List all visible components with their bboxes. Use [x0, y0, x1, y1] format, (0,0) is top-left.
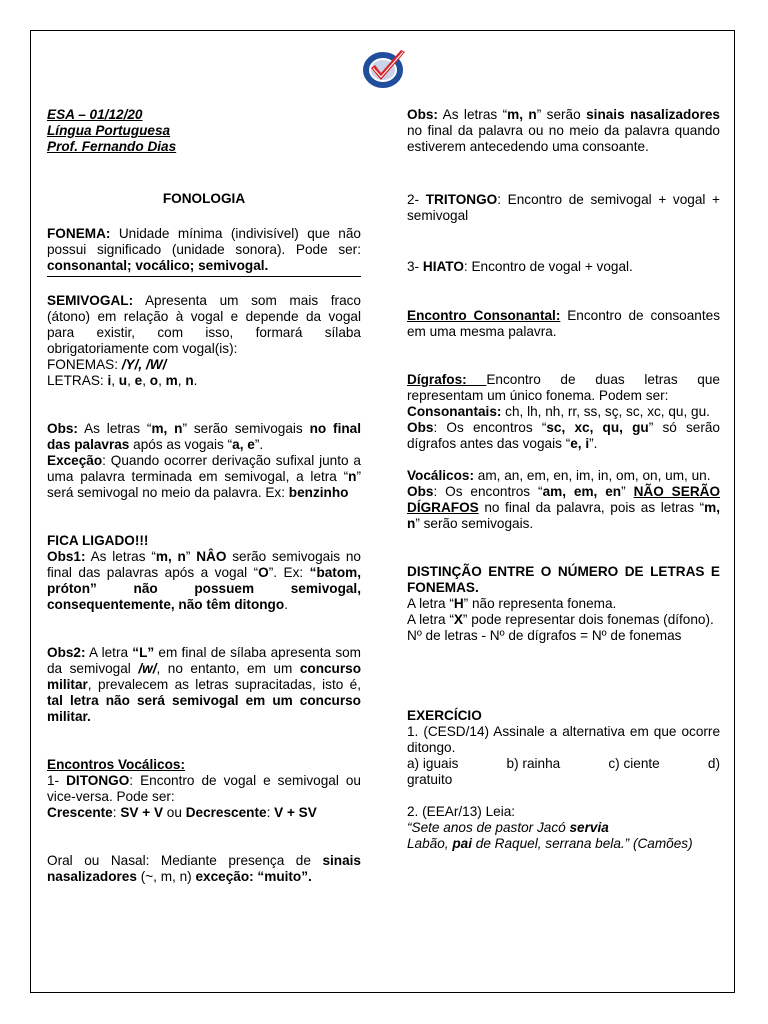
ditongo-paragraph: 1- DITONGO: Encontro de vogal e semivogal ou vice-versa. Pode ser: — [47, 773, 361, 804]
tritongo-paragraph: 2- TRITONGO: Encontro de semivogal + vogal + semivogal — [407, 192, 720, 223]
obs-nasalizadores: Obs: As letras “m, n” serão sinais nasalizadores no final da palavra ou no meio da palavra quando estiverem antecedendo uma consoante. — [407, 107, 720, 154]
distincao-x: A letra “X” pode representar dois fonemas (dífono). — [407, 612, 714, 627]
option-d-text: gratuito — [407, 772, 453, 787]
quote-line-2: Labão, pai de Raquel, serrana bela.” (Camões) — [407, 836, 693, 851]
excecao-paragraph: Exceção: Quando ocorrer derivação sufixal junto a uma palavra terminada em semivogal, a letra “n” será semivogal no meio da palavra. Ex: benzinho — [47, 453, 361, 500]
option-c: c) ciente — [608, 756, 660, 771]
fica-ligado-title: FICA LIGADO!!! — [47, 533, 149, 548]
question-1: 1. (CESD/14) Assinale a alternativa em que ocorre ditongo. — [407, 724, 720, 755]
question-2: 2. (EEAr/13) Leia: — [407, 804, 516, 819]
hiato-paragraph: 3- HIATO: Encontro de vogal + vogal. — [407, 259, 633, 274]
fonemas-line: FONEMAS: /Y/, /W/ — [47, 357, 167, 372]
header-line-2: Língua Portuguesa — [47, 123, 171, 138]
right-column — [407, 107, 720, 852]
obs1-paragraph: Obs1: As letras “m, n” NÂO serão semivogais no final das palavras após a vogal “O”. Ex: “batom, próton” não possuem semivogal, consequentemente, não têm ditongo. — [47, 549, 361, 612]
exercicio-title: EXERCÍCIO — [407, 708, 482, 723]
obs2-paragraph: Obs2: A letra “L” em final de sílaba apresenta som da semivogal /w/, no entanto, em um concurso militar, prevalecem as letras supracitadas, isto é, tal letra não será semivogal em um concurso militar. — [47, 645, 362, 724]
digrafos-obs2: Obs: Os encontros “am, em, en” NÃO SERÃO DÍGRAFOS no final da palavra, pois as letras “m, n” serão semivogais. — [407, 484, 721, 531]
distincao-formula: Nº de letras - Nº de dígrafos = Nº de fonemas — [407, 628, 682, 643]
letras-line: LETRAS: i, u, e, o, m, n. — [47, 373, 198, 388]
digrafos-vocalicos: Vocálicos: am, an, em, en, im, in, om, on, um, un. — [407, 468, 711, 483]
encontros-title: Encontros Vocálicos: — [47, 757, 185, 772]
left-column — [47, 107, 361, 885]
option-d: d) — [707, 756, 720, 771]
digrafos-obs: Obs: Os encontros “sc, xc, qu, gu” só serão dígrafos antes das vogais “e, i”. — [407, 420, 720, 451]
digrafos-paragraph: Dígrafos: Encontro de duas letras que representam um único fonema. Podem ser: — [407, 372, 720, 403]
ditongo-types: Crescente: SV + V ou Decrescente: V + SV — [47, 805, 317, 820]
logo-icon — [361, 46, 409, 88]
option-a: a) iguais — [407, 756, 459, 771]
oral-nasal-paragraph: Oral ou Nasal: Mediante presença de sinais nasalizadores (~, m, n) exceção: “muito”. — [47, 853, 361, 884]
quote-line-1: “Sete anos de pastor Jacó servia — [407, 820, 609, 835]
page-title: FONOLOGIA — [162, 191, 246, 206]
header-line-1: ESA – 01/12/20 — [47, 107, 143, 122]
question-1-options — [407, 756, 720, 772]
header-line-3: Prof. Fernando Dias — [47, 139, 177, 154]
consonantal-paragraph: Encontro Consonantal: Encontro de consoantes em uma mesma palavra. — [407, 308, 720, 339]
semivogal-paragraph: SEMIVOGAL: Apresenta um som mais fraco (átono) em relação à vogal e depende da vogal para existir, com isso, formará sílaba obrigatoriamente com vogal(is): — [47, 293, 361, 356]
distincao-title: DISTINÇÃO ENTRE O NÚMERO DE LETRAS E FONEMAS. — [407, 564, 720, 595]
distincao-h: A letra “H” não representa fonema. — [407, 596, 617, 611]
option-b: b) rainha — [506, 756, 561, 771]
digrafos-consonantais: Consonantais: ch, lh, nh, rr, ss, sç, sc, xc, qu, gu. — [407, 404, 710, 419]
fonema-paragraph: FONEMA: Unidade mínima (indivisível) que não possui significado (unidade sonora). Pode ser: consonantal; vocálico; semivogal. — [47, 226, 361, 273]
obs-semivogal: Obs: As letras “m, n” serão semivogais no final das palavras após as vogais “a, e”. — [47, 421, 361, 452]
section-divider — [47, 276, 361, 277]
